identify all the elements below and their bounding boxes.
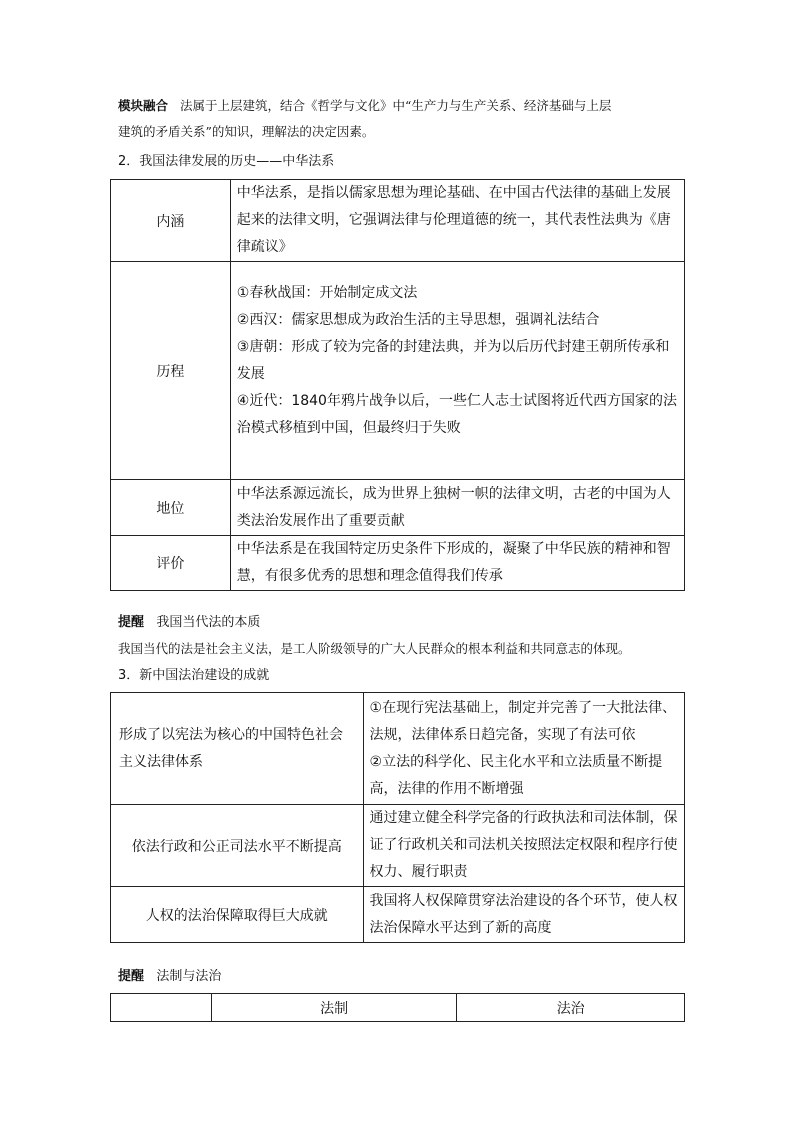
header-cell-legal-system: 法制	[211, 994, 457, 1022]
table-row	[111, 536, 685, 591]
tip2-title: 法制与法治	[156, 969, 222, 984]
achievement-label-legal-system: 形成了以宪法为核心的中国特色社会主义法律体系	[111, 693, 364, 805]
tip1-text: 我国当代的法是社会主义法，是工人阶级领导的广大人民群众的根本利益和共同意志的体现。	[118, 641, 631, 656]
row-content-history	[230, 262, 684, 480]
intro-text-line2: 建筑的矛盾关系”的知识，理解法的决定因素。	[118, 124, 375, 139]
tip1-label: 提醒	[118, 615, 145, 630]
achievement-label-administration: 依法行政和公正司法水平不断提高	[111, 805, 364, 887]
row-content-status: 中华法系源远流长，成为世界上独树一帜的法律文明，古老的中国为人类法治发展作出了重要贡献	[230, 480, 684, 536]
intro-paragraph	[118, 93, 688, 145]
tip1-title: 我国当代法的本质	[156, 615, 261, 630]
rule-of-law-achievements-table	[110, 692, 685, 943]
achievement-label-human-rights: 人权的法治保障取得巨大成就	[111, 887, 364, 943]
section2-heading: 2．我国法律发展的历史——中华法系	[118, 154, 335, 169]
intro-text-line1: 法属于上层建筑，结合《哲学与文化》中“生产力与生产关系、经济基础与上层	[179, 98, 612, 113]
tip1-heading	[118, 610, 260, 636]
table-row	[111, 693, 685, 805]
achievement-content-administration: 通过建立健全科学完备的行政执法和司法体制，保证了行政机关和司法机关按照法定权限和程序行使权力、履行职责	[363, 805, 684, 887]
history-item: ④近代：1840年鸦片战争以后，一些仁人志士试图将近代西方国家的法治模式移植到中国，但最终归于失败	[236, 393, 677, 436]
table-row	[111, 480, 685, 536]
row-label-history: 历程	[111, 262, 231, 480]
row-content-connotation: 中华法系，是指以儒家思想为理论基础、在中国古代法律的基础上发展起来的法律文明，它强调法律与伦理道德的统一，其代表性法典为《唐律疏议》	[230, 180, 684, 262]
header-cell-empty	[111, 994, 212, 1022]
row-content-evaluation: 中华法系是在我国特定历史条件下形成的，凝聚了中华民族的精神和智慧，有很多优秀的思想和理念值得我们传承	[230, 536, 684, 591]
chinese-legal-system-table	[110, 179, 685, 591]
header-cell-rule-of-law: 法治	[457, 994, 685, 1022]
tip2-heading	[118, 964, 221, 990]
table-header-row	[111, 994, 685, 1022]
tip2-label: 提醒	[118, 969, 145, 984]
row-label-evaluation: 评价	[111, 536, 231, 591]
table-row	[111, 262, 685, 480]
legal-system-vs-rule-of-law-table	[110, 993, 685, 1022]
achievement-item: ②立法的科学化、民主化水平和立法质量不断提高，法律的作用不断增强	[369, 753, 663, 797]
history-item: ③唐朝：形成了较为完备的封建法典，并为以后历代封建王朝所传承和发展	[236, 339, 670, 382]
table-row	[111, 887, 685, 943]
table-row	[111, 180, 685, 262]
intro-label: 模块融合	[118, 98, 169, 113]
achievement-content-human-rights: 我国将人权保障贯穿法治建设的各个环节，使人权法治保障水平达到了新的高度	[363, 887, 684, 943]
achievement-content-legal-system	[363, 693, 684, 805]
section3-heading: 3．新中国法治建设的成就	[118, 668, 270, 683]
row-label-status: 地位	[111, 480, 231, 536]
history-item: ①春秋战国：开始制定成文法	[236, 285, 418, 301]
row-label-connotation: 内涵	[111, 180, 231, 262]
achievement-item: ①在现行宪法基础上，制定并完善了一大批法律、法规，法律体系日趋完备，实现了有法可依	[369, 699, 677, 743]
history-item: ②西汉：儒家思想成为政治生活的主导思想，强调礼法结合	[236, 312, 600, 328]
table-row	[111, 805, 685, 887]
